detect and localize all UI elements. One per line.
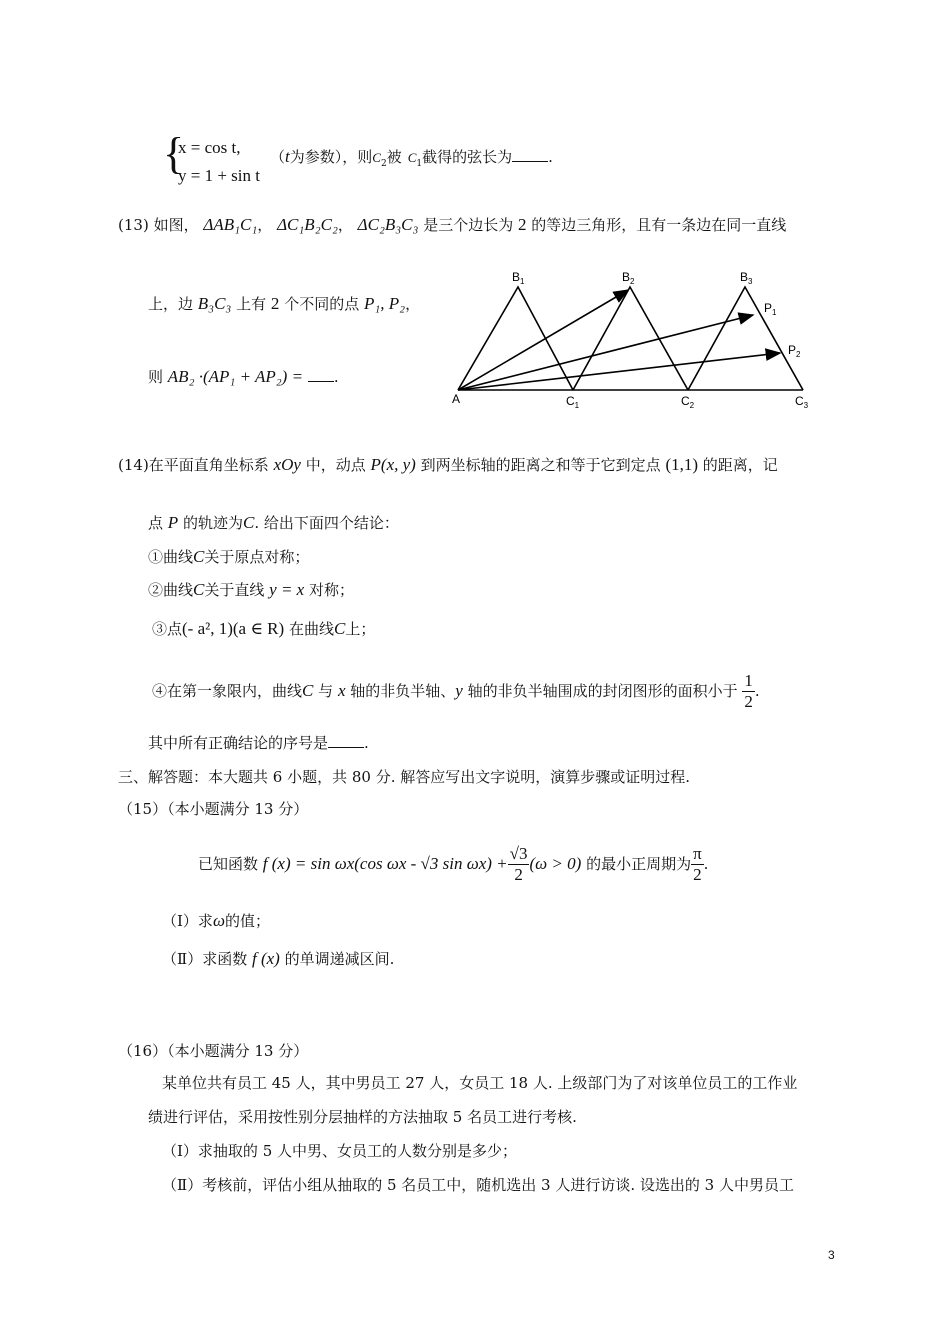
section-3-heading: 三、解答题：本大题共 6 小题，共 80 分. 解答应写出文字说明，演算步骤或证明过程. — [118, 768, 691, 786]
q15-part-1: （Ⅰ）求ω的值； — [162, 911, 270, 930]
q12-tail-text: （t为参数），则$C_2$被 $C_1$截得的弦长为 . — [270, 147, 553, 169]
q15-function-line: 已知函数 f (x) = sin ωx(cos ωx - √3 sin ωx) + $\frac{√3}{2}$ (ω > 0) 的最小正周期为 $\frac{\pi}{2}$ . — [198, 844, 709, 884]
q16-part-1: （Ⅰ）求抽取的 5 人中男、女员工的人数分别是多少； — [162, 1142, 518, 1160]
param-eq-y: y = 1 + sin t — [178, 166, 260, 185]
label-a: A — [452, 392, 461, 406]
param-eq-x: x = cos t, — [178, 138, 241, 157]
system-brace: { — [163, 129, 185, 178]
q14-question: 其中所有正确结论的序号是 . — [148, 734, 369, 752]
equilateral-triangles-figure — [450, 265, 820, 410]
label-p2: $P_2$ — [788, 343, 801, 359]
q14-statement-1: ①曲线C关于原点对称； — [148, 547, 310, 566]
label-c1: $C_1$ — [566, 394, 580, 410]
label-b1: $B_1$ — [512, 270, 525, 286]
q16-part-2: （Ⅱ）考核前，评估小组从抽取的 5 名员工中，随机选出 3 人进行访谈. 设选出的 3 人中男员工 — [162, 1176, 794, 1194]
label-c3: $C_3$ — [795, 394, 809, 410]
q14-statement-4: ④在第一象限内，曲线C 与 x 轴的非负半轴、y 轴的非负半轴围成的封闭图形的面积小于 $\frac{1}{2}$ . — [152, 671, 760, 711]
q14-statement-3: ③点(- a², 1)(a ∈ R) 在曲线C上； — [152, 619, 376, 638]
vector-ap2 — [458, 353, 780, 390]
q16-para-1: 某单位共有员工 45 人，其中男员工 27 人，女员工 18 人. 上级部门为了对该单位员工的工作业 — [162, 1074, 798, 1092]
label-c2: $C_2$ — [681, 394, 695, 410]
label-b3: $B_3$ — [740, 270, 753, 286]
q14-line1: (14)在平面直角坐标系 xOy 中，动点 P(x, y) 到两坐标轴的距离之和等于它到定点 (1,1) 的距离，记 — [118, 455, 778, 474]
vector-ab2 — [458, 290, 628, 390]
q13-line3: 则 AB₂ ·(AP₁ + AP₂) = . — [148, 367, 339, 386]
triangle-1-edges — [458, 287, 573, 390]
page-number: 3 — [828, 1248, 835, 1262]
q15-heading: （15）（本小题满分 13 分） — [118, 800, 309, 818]
label-b2: $B_2$ — [622, 270, 635, 286]
triangle-3-edges — [688, 287, 803, 390]
q15-part-2: （Ⅱ）求函数 f (x) 的单调递减区间. — [162, 949, 395, 968]
q13-line1: (13) 如图， ΔAB₁C₁， ΔC₁B₂C₂， ΔC₂B₃C₃ 是三个边长为 2 的等边三角形，且有一条边在同一直线 — [118, 215, 787, 234]
q16-para-2: 绩进行评估，采用按性别分层抽样的方法抽取 5 名员工进行考核. — [148, 1108, 577, 1126]
label-p1: $P_1$ — [764, 301, 777, 317]
q14-line2: 点 P 的轨迹为C. 给出下面四个结论： — [148, 513, 399, 532]
q14-statement-2: ②曲线C关于直线 y = x 对称； — [148, 580, 355, 599]
q13-line2: 上，边 B₃C₃ 上有 2 个不同的点 P₁, P₂， — [148, 294, 421, 313]
q16-heading: （16）（本小题满分 13 分） — [118, 1042, 309, 1060]
